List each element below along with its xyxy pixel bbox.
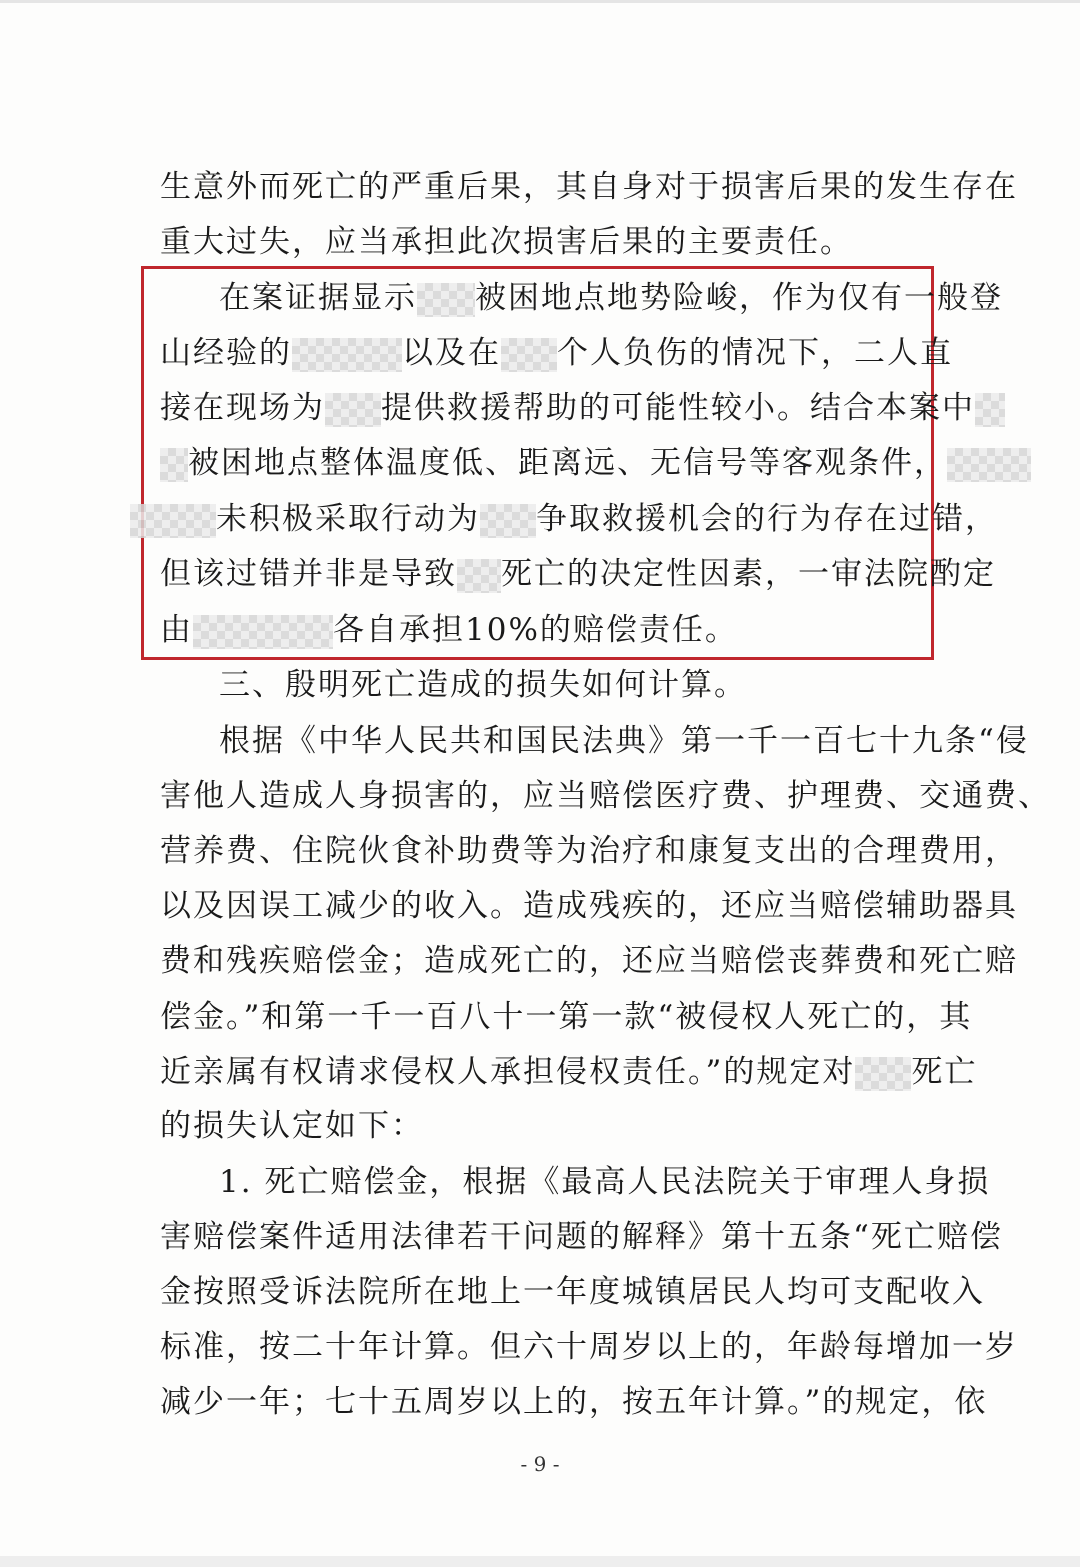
text-segment: 个人负伤的情况下，二人直 xyxy=(557,335,953,371)
text-line: 1. 死亡赔偿金，根据《最高人民法院关于审理人身损 xyxy=(219,1164,991,1200)
text-line xyxy=(130,499,998,539)
text-line: 费和残疾赔偿金；造成死亡的，还应当赔偿丧葬费和死亡赔 xyxy=(160,943,1018,979)
text-line: 害赔偿案件适用法律若干问题的解释》第十五条“死亡赔偿 xyxy=(160,1219,1003,1255)
text-segment: 由 xyxy=(160,612,193,648)
text-line: 标准，按二十年计算。但六十周岁以上的，年龄每增加一岁 xyxy=(160,1329,1018,1365)
redaction-mosaic xyxy=(417,283,475,317)
text-line: 偿金。”和第一千一百八十一第一款“被侵权人死亡的，其 xyxy=(160,999,973,1035)
redaction-mosaic xyxy=(480,504,536,538)
text-segment: 近亲属有权请求侵权人承担侵权责任。”的规定对 xyxy=(160,1054,856,1090)
text-segment: 山经验的 xyxy=(160,335,292,371)
section-heading: 三、殷明死亡造成的损失如何计算。 xyxy=(219,667,747,703)
text-line: 生意外而死亡的严重后果，其自身对于损害后果的发生存在 xyxy=(160,169,1018,205)
redaction-mosaic xyxy=(160,448,188,482)
text-line: 营养费、住院伙食补助费等为治疗和康复支出的合理费用， xyxy=(160,833,1018,869)
text-line: 的损失认定如下： xyxy=(160,1108,424,1144)
redaction-mosaic xyxy=(855,1057,911,1091)
text-line xyxy=(160,610,914,650)
text-segment: 被困地点地势险峻，作为仅有一般登 xyxy=(475,280,1003,316)
text-line xyxy=(160,388,975,428)
text-segment: 各自承担10%的赔偿责任。 xyxy=(333,612,738,648)
text-segment: 提供救援帮助的可能性较小。结合本案中 xyxy=(381,390,975,426)
text-segment: 死亡的决定性因素，一审法院酌定 xyxy=(501,556,996,592)
text-line: 重大过失，应当承担此次损害后果的主要责任。 xyxy=(160,224,853,260)
scan-top-edge xyxy=(0,0,1080,3)
redaction-mosaic xyxy=(130,504,216,538)
redaction-mosaic xyxy=(975,393,1005,427)
text-segment: 在案证据显示 xyxy=(219,280,417,316)
text-line xyxy=(160,554,996,594)
scan-bottom-edge xyxy=(0,1556,1080,1567)
text-line xyxy=(219,278,1003,318)
redaction-mosaic xyxy=(325,393,381,427)
text-segment: 但该过错并非是导致 xyxy=(160,556,457,592)
text-segment: 接在现场为 xyxy=(160,390,325,426)
page-number: - 9 - xyxy=(520,1452,560,1476)
text-segment: 以及在 xyxy=(402,335,501,371)
text-line: 减少一年；七十五周岁以上的，按五年计算。”的规定，依 xyxy=(160,1384,988,1420)
text-segment: 争取救援机会的行为存在过错， xyxy=(536,501,998,537)
text-line: 金按照受诉法院所在地上一年度城镇居民人均可支配收入 xyxy=(160,1274,985,1310)
text-line xyxy=(160,1052,978,1092)
redaction-mosaic xyxy=(457,559,501,593)
redaction-mosaic xyxy=(292,338,402,372)
text-segment: 死亡 xyxy=(911,1054,978,1090)
redaction-mosaic xyxy=(193,615,333,649)
text-line: 以及因误工减少的收入。造成残疾的，还应当赔偿辅助器具 xyxy=(160,888,1018,924)
text-line xyxy=(160,443,947,483)
text-line: 害他人造成人身损害的，应当赔偿医疗费、护理费、交通费、 xyxy=(160,778,1051,814)
text-segment: 被困地点整体温度低、距离远、无信号等客观条件， xyxy=(188,445,947,481)
text-line xyxy=(160,333,953,373)
redaction-mosaic xyxy=(501,338,557,372)
text-line: 根据《中华人民共和国民法典》第一千一百七十九条“侵 xyxy=(219,723,1029,759)
text-segment: 未积极采取行动为 xyxy=(216,501,480,537)
redaction-mosaic xyxy=(947,448,1031,482)
